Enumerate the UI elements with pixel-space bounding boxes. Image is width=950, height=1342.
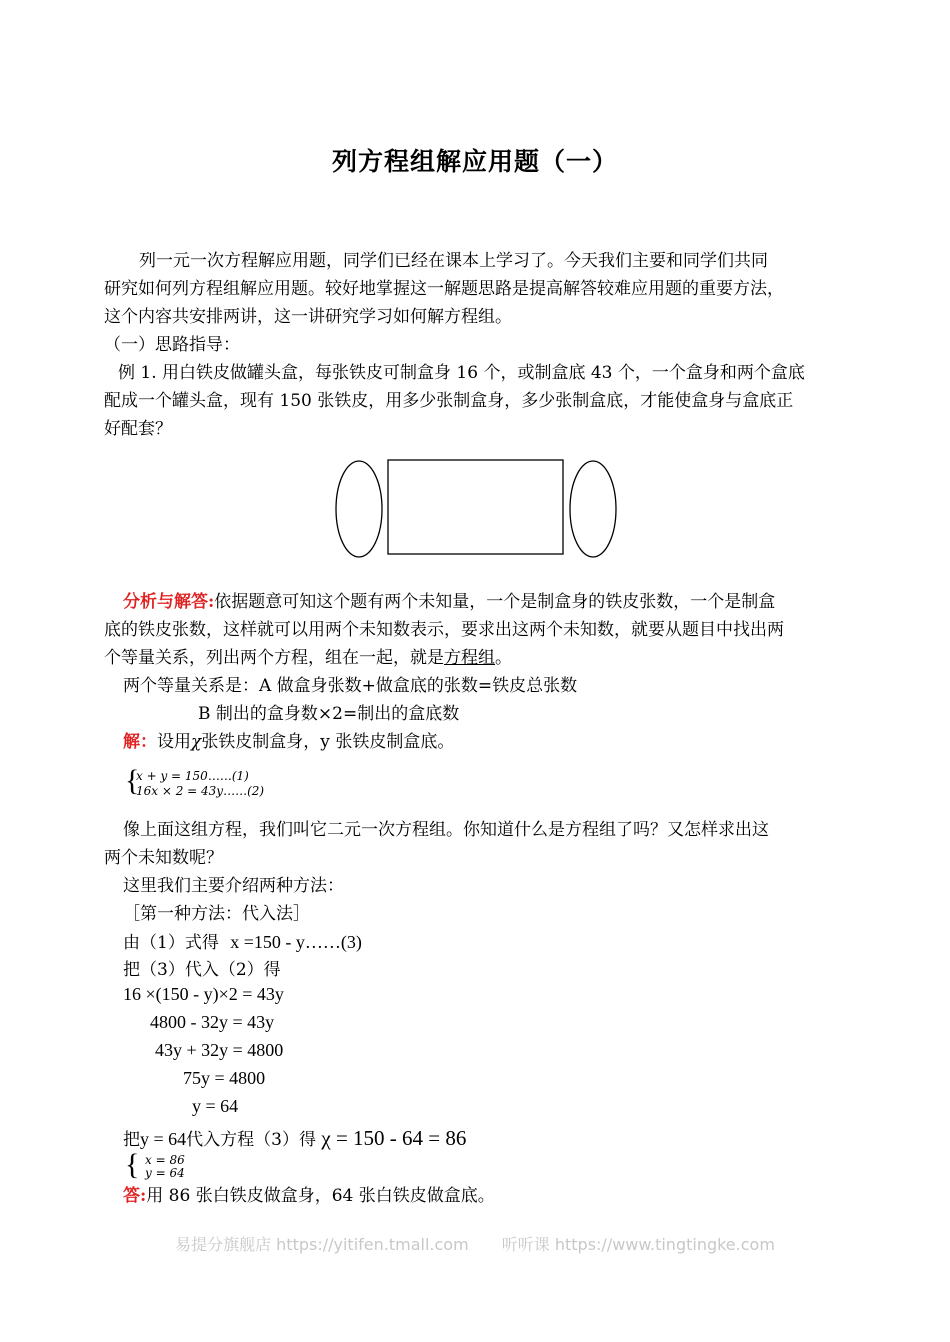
answer-text: 用 86 张白铁皮做盒身，64 张白铁皮做盒底。 (146, 1186, 495, 1206)
intro-line-3: 这个内容共安排两讲，这一讲研究学习如何解方程组。 (104, 307, 512, 327)
solution-text-post: 张铁皮制盒身，y 张铁皮制盒底。 (201, 732, 455, 752)
solution-var-x: χ (191, 732, 202, 752)
footer (0, 1232, 950, 1255)
intro-line-2: 研究如何列方程组解应用题。较好地掌握这一解题思路是提高解答较难应用题的重要方法， (104, 279, 784, 299)
analysis-line-3-text: 个等量关系，列出两个方程，组在一起，就是 (104, 648, 444, 668)
method-one-heading: ［第一种方法：代入法］ (123, 904, 310, 924)
equation-system-term: 方程组 (444, 648, 495, 668)
relations-b: B 制出的盒身数×2=制出的盒底数 (198, 704, 460, 724)
intro-line-1: 列一元一次方程解应用题，同学们已经在课本上学习了。今天我们主要和同学们共同 (139, 251, 768, 271)
analysis-line-3-end: 。 (495, 648, 512, 668)
result-x: x = 86 (145, 1153, 185, 1167)
example-line-1: 例 1. 用白铁皮做罐头盒，每张铁皮可制盒身 16 个，或制盒底 43 个，一个盒身和两个盒底 (118, 363, 805, 383)
question-line-2: 两个未知数呢？ (104, 848, 223, 868)
can-bottom-right (570, 461, 616, 557)
solution-line (123, 728, 454, 756)
solution-text-pre: 设用 (157, 732, 191, 752)
equation-5: y = 64 (192, 1096, 239, 1116)
answer-label: 答: (123, 1186, 147, 1206)
footer-right-link[interactable]: 听听课 https://www.tingtingke.com (501, 1235, 775, 1254)
equation-3: 43y + 32y = 4800 (155, 1040, 284, 1060)
analysis-label: 分析与解答: (123, 592, 215, 612)
equation-4: 75y = 4800 (183, 1068, 266, 1088)
example-line-2: 配成一个罐头盒，现有 150 张铁皮，用多少张制盒身，多少张制盒底，才能使盒身与盒底正 (104, 391, 794, 411)
step-1-equation: x =150 - y……(3) (230, 932, 362, 952)
question-line-1: 像上面这组方程，我们叫它二元一次方程组。你知道什么是方程组了吗？又怎样求出这 (123, 820, 769, 840)
step-2: 把（3）代入（2）得 (123, 960, 281, 980)
substitute-pre: 把 (123, 1130, 140, 1150)
section-heading: （一）思路指导： (104, 335, 240, 355)
equation-2: 4800 - 32y = 43y (150, 1012, 275, 1032)
equation-1: 16 ×(150 - y)×2 = 43y (123, 984, 284, 1004)
step-1 (123, 928, 362, 957)
analysis-text: 依据题意可知这个题有两个未知量，一个是制盒身的铁皮张数，一个是制盒 (214, 592, 776, 612)
relations-a: 两个等量关系是：A 做盒身张数+做盒底的张数=铁皮总张数 (123, 676, 578, 696)
can-diagram (330, 455, 622, 563)
system-brace: { (125, 764, 140, 797)
can-bottom-left (336, 461, 382, 557)
example-line-3: 好配套？ (104, 419, 172, 439)
answer-line (123, 1182, 495, 1210)
step-1-text: 由（1）式得 (123, 933, 219, 953)
substitute-equation: χ = 150 - 64 = 86 (321, 1126, 467, 1150)
footer-left-link[interactable]: 易提分旗舰店 https://yitifen.tmall.com (175, 1235, 469, 1254)
page-title: 列方程组解应用题（一） (331, 147, 618, 176)
result-y: y = 64 (145, 1166, 185, 1180)
can-body (388, 460, 563, 554)
solution-label: 解： (123, 732, 157, 752)
substitute-mid: 代入方程（3）得 (186, 1130, 316, 1150)
substitute-y: y = 64 (140, 1129, 187, 1149)
system-eq-1: x + y = 150……(1) (136, 769, 249, 783)
result-brace: { (125, 1148, 140, 1181)
analysis-line-3 (104, 644, 512, 672)
analysis-line-2: 底的铁皮张数，这样就可以用两个未知数表示，要求出这两个未知数，就要从题目中找出两 (104, 620, 784, 640)
system-eq-2: 16x × 2 = 43y……(2) (136, 784, 265, 798)
analysis-line-1 (123, 588, 775, 616)
substitute-line (123, 1124, 466, 1154)
methods-intro: 这里我们主要介绍两种方法： (123, 876, 344, 896)
